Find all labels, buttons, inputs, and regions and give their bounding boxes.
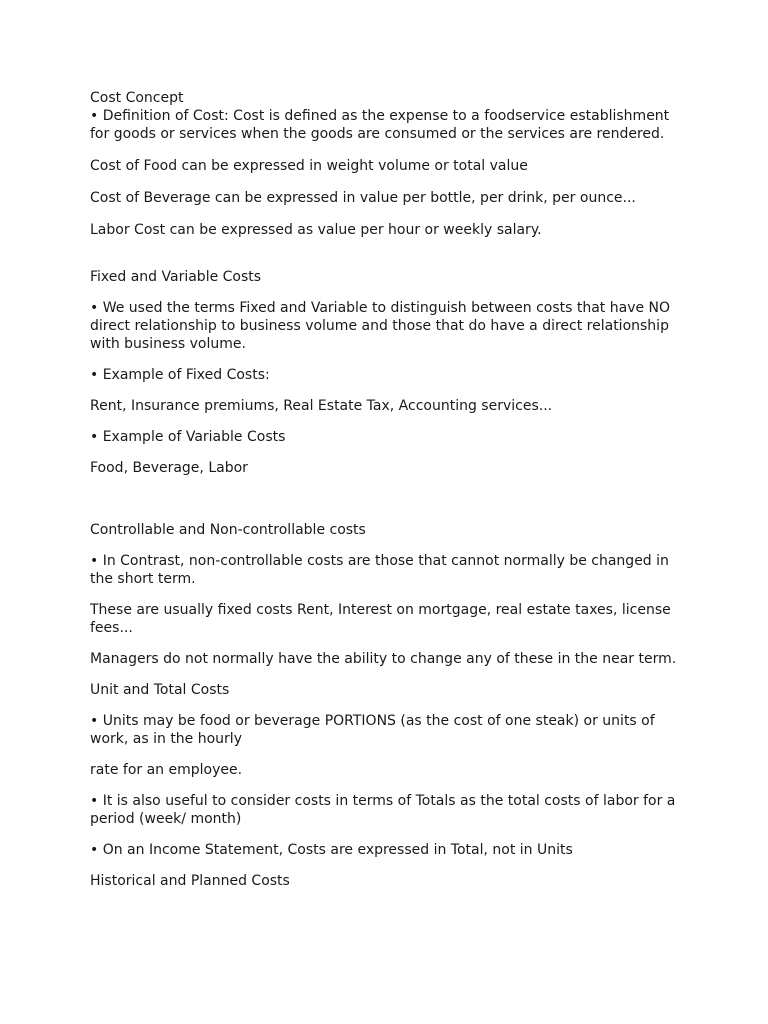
paragraph-example-variable-costs: • Example of Variable Costs — [90, 429, 286, 445]
paragraph-totals: • It is also useful to consider costs in terms of Totals as the total costs of labor for a period (week/ month) — [90, 793, 676, 827]
heading-controllable-costs: Controllable and Non-controllable costs — [90, 522, 366, 538]
paragraph-labor-cost: Labor Cost can be expressed as value per hour or weekly salary. — [90, 222, 542, 238]
paragraph-income-statement: • On an Income Statement, Costs are expressed in Total, not in Units — [90, 842, 573, 858]
paragraph-definition-of-cost: • Definition of Cost: Cost is defined as the expense to a foodservice establishment for goods or services when the goods are consumed or the services are rendered. — [90, 108, 670, 142]
paragraph-fixed-costs-examples: These are usually fixed costs Rent, Interest on mortgage, real estate taxes, license fees... — [90, 602, 671, 636]
heading-fixed-variable-costs: Fixed and Variable Costs — [90, 269, 262, 285]
heading-unit-total-costs: Unit and Total Costs — [90, 682, 230, 698]
paragraph-hourly-rate: rate for an employee. — [90, 762, 243, 778]
paragraph-fixed-variable-definition: • We used the terms Fixed and Variable to distinguish between costs that have NO direct relationship to business volume and those that do have a direct relationship with business volume. — [90, 300, 671, 352]
document-body — [90, 89, 680, 890]
paragraph-variable-costs-list: Food, Beverage, Labor — [90, 460, 248, 476]
paragraph-fixed-costs-list: Rent, Insurance premiums, Real Estate Tax, Accounting services... — [90, 398, 553, 414]
heading-cost-concept: Cost Concept — [90, 90, 184, 106]
paragraph-cost-of-beverage: Cost of Beverage can be expressed in value per bottle, per drink, per ounce... — [90, 190, 636, 206]
paragraph-units-definition: • Units may be food or beverage PORTIONS (as the cost of one steak) or units of work, as in the hourly — [90, 713, 655, 747]
paragraph-example-fixed-costs: • Example of Fixed Costs: — [90, 367, 270, 383]
paragraph-cost-of-food: Cost of Food can be expressed in weight volume or total value — [90, 158, 528, 174]
paragraph-managers-ability: Managers do not normally have the ability to change any of these in the near term. — [90, 651, 677, 667]
paragraph-non-controllable-definition: • In Contrast, non-controllable costs are those that cannot normally be changed in the short term. — [90, 553, 669, 587]
heading-historical-planned-costs: Historical and Planned Costs — [90, 873, 290, 889]
